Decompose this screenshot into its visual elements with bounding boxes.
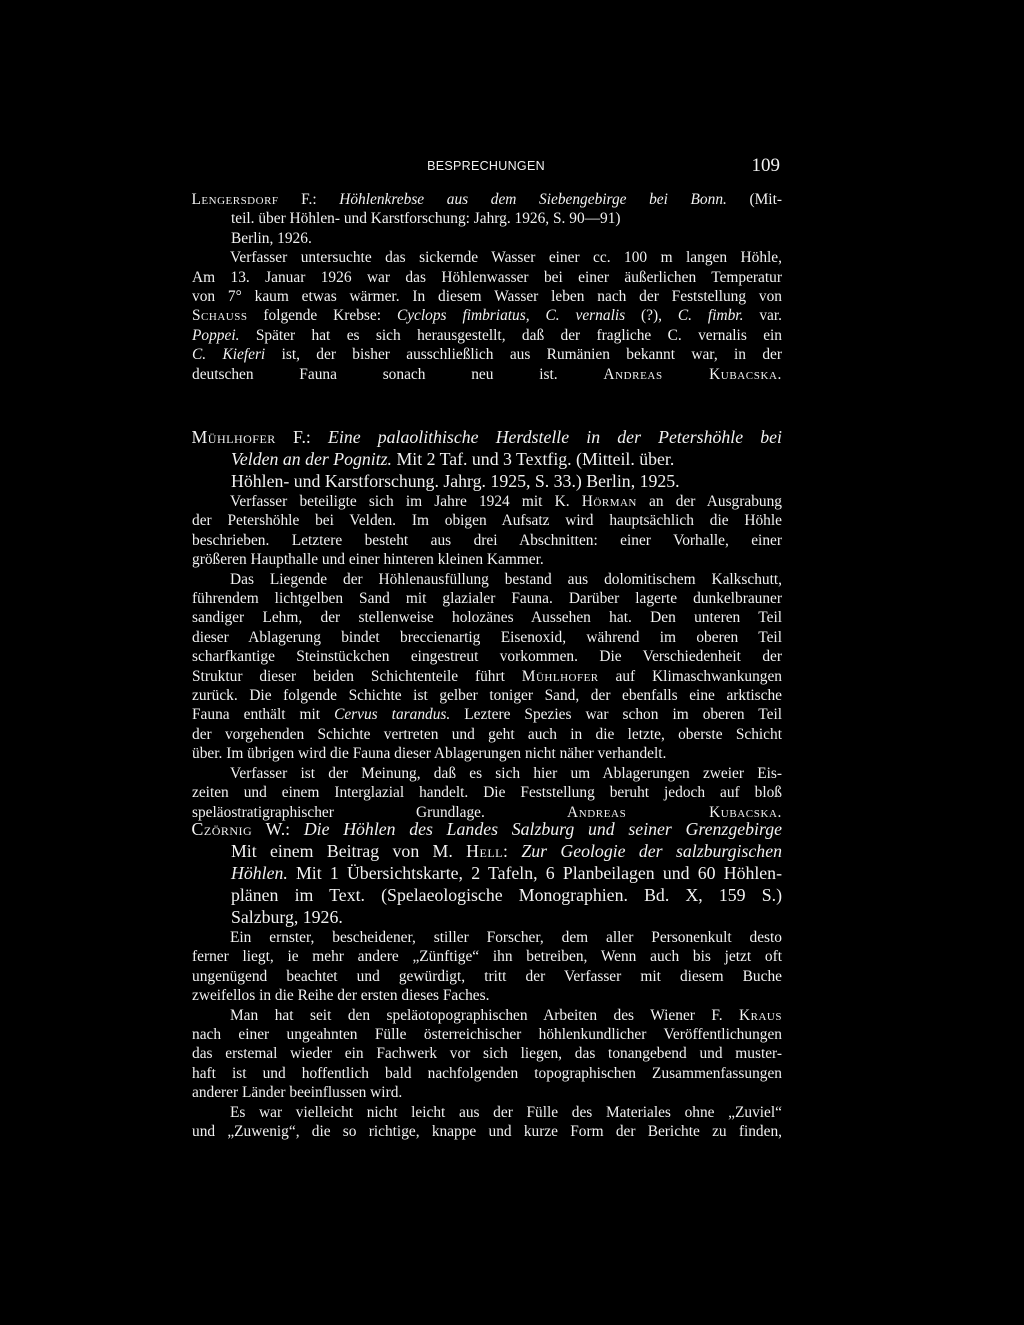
citation-line: Berlin, 1926. <box>231 229 312 247</box>
review-paragraph: Es war vielleicht nicht leicht aus der Fülle des Materiales ohne „Zuviel“ und „Zuwenig“, die so richtige, knappe und kurze Form der Berichte zu finden, <box>192 1103 782 1141</box>
citation-line: Velden an der Pognitz. Mit 2 Taf. und 3 Textfig. (Mitteil. über. <box>231 449 675 469</box>
citation-line: Mit einem Beitrag von M. Hell: Zur Geologie der salzburgischen <box>231 841 782 861</box>
citation-line: Lengersdorf F.: Höhlenkrebse aus dem Siebengebirge bei Bonn. (Mit- <box>191 191 782 208</box>
book-title: Eine palaolithische Herdstelle in der Petershöhle bei <box>328 427 782 447</box>
citation-line: Czörnig W.: Die Höhlen des Landes Salzburg und seiner Grenzgebirge <box>191 819 782 839</box>
citation-line: Höhlen- und Karstforschung. Jahrg. 1925, S. 33.) Berlin, 1925. <box>231 471 680 491</box>
book-title: Höhlenkrebse aus dem Siebengebirge bei Bonn. <box>339 191 727 208</box>
review-paragraph: Verfasser ist der Meinung, daß es sich hier um Ablagerungen zweier Eis- zeiten und einem Interglazial handelt. Die Feststellung beruht jedoch auf bloß speläostratigraphischer Grundlage. Andreas Kubacska. <box>192 764 782 821</box>
running-head <box>192 156 780 176</box>
citation-line: teil. über Höhlen- und Karstforschung: Jahrg. 1926, S. 90—91) <box>231 210 621 228</box>
section-title: BESPRECHUNGEN <box>427 159 545 173</box>
review-muehlhofer <box>192 426 782 822</box>
author-name: Lengersdorf <box>191 191 279 208</box>
author-name: Mühlhofer <box>191 427 276 447</box>
review-paragraph: Verfasser beteiligte sich im Jahre 1924 mit K. Hörman an der Ausgrabung der Petershöhle bei Velden. Im obigen Aufsatz wird hauptsächlich die Höhle beschrieben. Letztere besteht aus drei Abschnitten: einer Vorhalle, einer größeren Haupthalle und einer hinteren kleinen Kammer. <box>192 493 782 569</box>
review-lengersdorf <box>192 190 782 384</box>
review-czoernig <box>192 818 782 1141</box>
author-name: Czörnig <box>191 819 253 839</box>
book-title: Die Höhlen des Landes Salzburg und seiner Grenzgebirge <box>303 819 782 839</box>
citation-line: Salzburg, 1926. <box>231 907 343 927</box>
reviewer-signature: Andreas Kubacska. <box>567 803 782 821</box>
review-paragraph: Das Liegende der Höhlenausfüllung bestand aus dolomitischem Kalkschutt, führendem lichtgelben Sand mit glazialer Fauna. Darüber lagerte dunkelbrauner sandiger Lehm, der stellenweise holozänes Aussehen hat. Den unteren Teil dieser Ablagerung bindet breccienartig Eisenoxid, während im oberen Teil scharfkantige Steinstückchen eingestreut vorkommen. Die Verschiedenheit der Struktur dieser beiden Schichtenteile führt Mühlhofer auf Klimaschwankungen zurück. Die folgende Schichte ist gelber toniger Sand, der ebenfalls eine arktische Fauna enthält mit Cervus tarandus. Leztere Spezies war schon im oberen Teil der vorgehenden Schichte vertreten und geht auch in die letzte, oberste Schicht über. Im übrigen wird die Fauna dieser Ablagerungen nicht näher verhandelt. <box>192 570 783 763</box>
page-number: 109 <box>751 155 780 176</box>
citation-line: Höhlen. Mit 1 Übersichtskarte, 2 Tafeln, 6 Planbeilagen und 60 Höhlen- <box>231 863 782 883</box>
review-paragraph: Verfasser untersuchte das sickernde Wasser einer cc. 100 m langen Höhle, Am 13. Januar 1926 war das Höhlenwasser bei einer äußerlichen Temperatur von 7° kaum etwas wärmer. In diesem Wasser leben nach der Feststellung von Schauss folgende Krebse: Cyclops fimbriatus, C. vernalis (?), C. fimbr. var. Poppei. Später hat es sich herausgestellt, daß der fragliche C. vernalis ein C. Kieferi ist, der bisher ausschließlich aus Rumänien bekannt war, in der deutschen Fauna sonach neu ist. Andreas Kubacska. <box>192 249 782 383</box>
citation-line: plänen im Text. (Spelaeologische Monographien. Bd. X, 159 S.) <box>231 885 782 905</box>
review-paragraph: Man hat seit den speläotopographischen Arbeiten des Wiener F. Kraus nach einer ungeahnten Fülle österreichischer höhlenkundlicher Veröffentlichungen das erstemal wieder ein Fachwerk vor sich liegen, das tonangebend und muster- haft ist und hoffentlich bald nachfolgenden topographischen Zusammenfassungen anderer Länder beeinflussen wird. <box>192 1006 782 1102</box>
citation-line: Mühlhofer F.: Eine palaolithische Herdstelle in der Petershöhle bei <box>191 427 782 447</box>
review-paragraph: Ein ernster, bescheidener, stiller Forscher, dem aller Personenkult desto ferner liegt, ie mehr andere „Zünftige“ ihn betreiben, Wenn auch bis jetzt oft ungenügend beachtet und gewürdigt, tritt der Verfasser mit diesem Buche zweifellos in die Reihe der ersten dieses Faches. <box>192 929 782 1005</box>
reviewer-signature: Andreas Kubacska. <box>603 365 782 383</box>
